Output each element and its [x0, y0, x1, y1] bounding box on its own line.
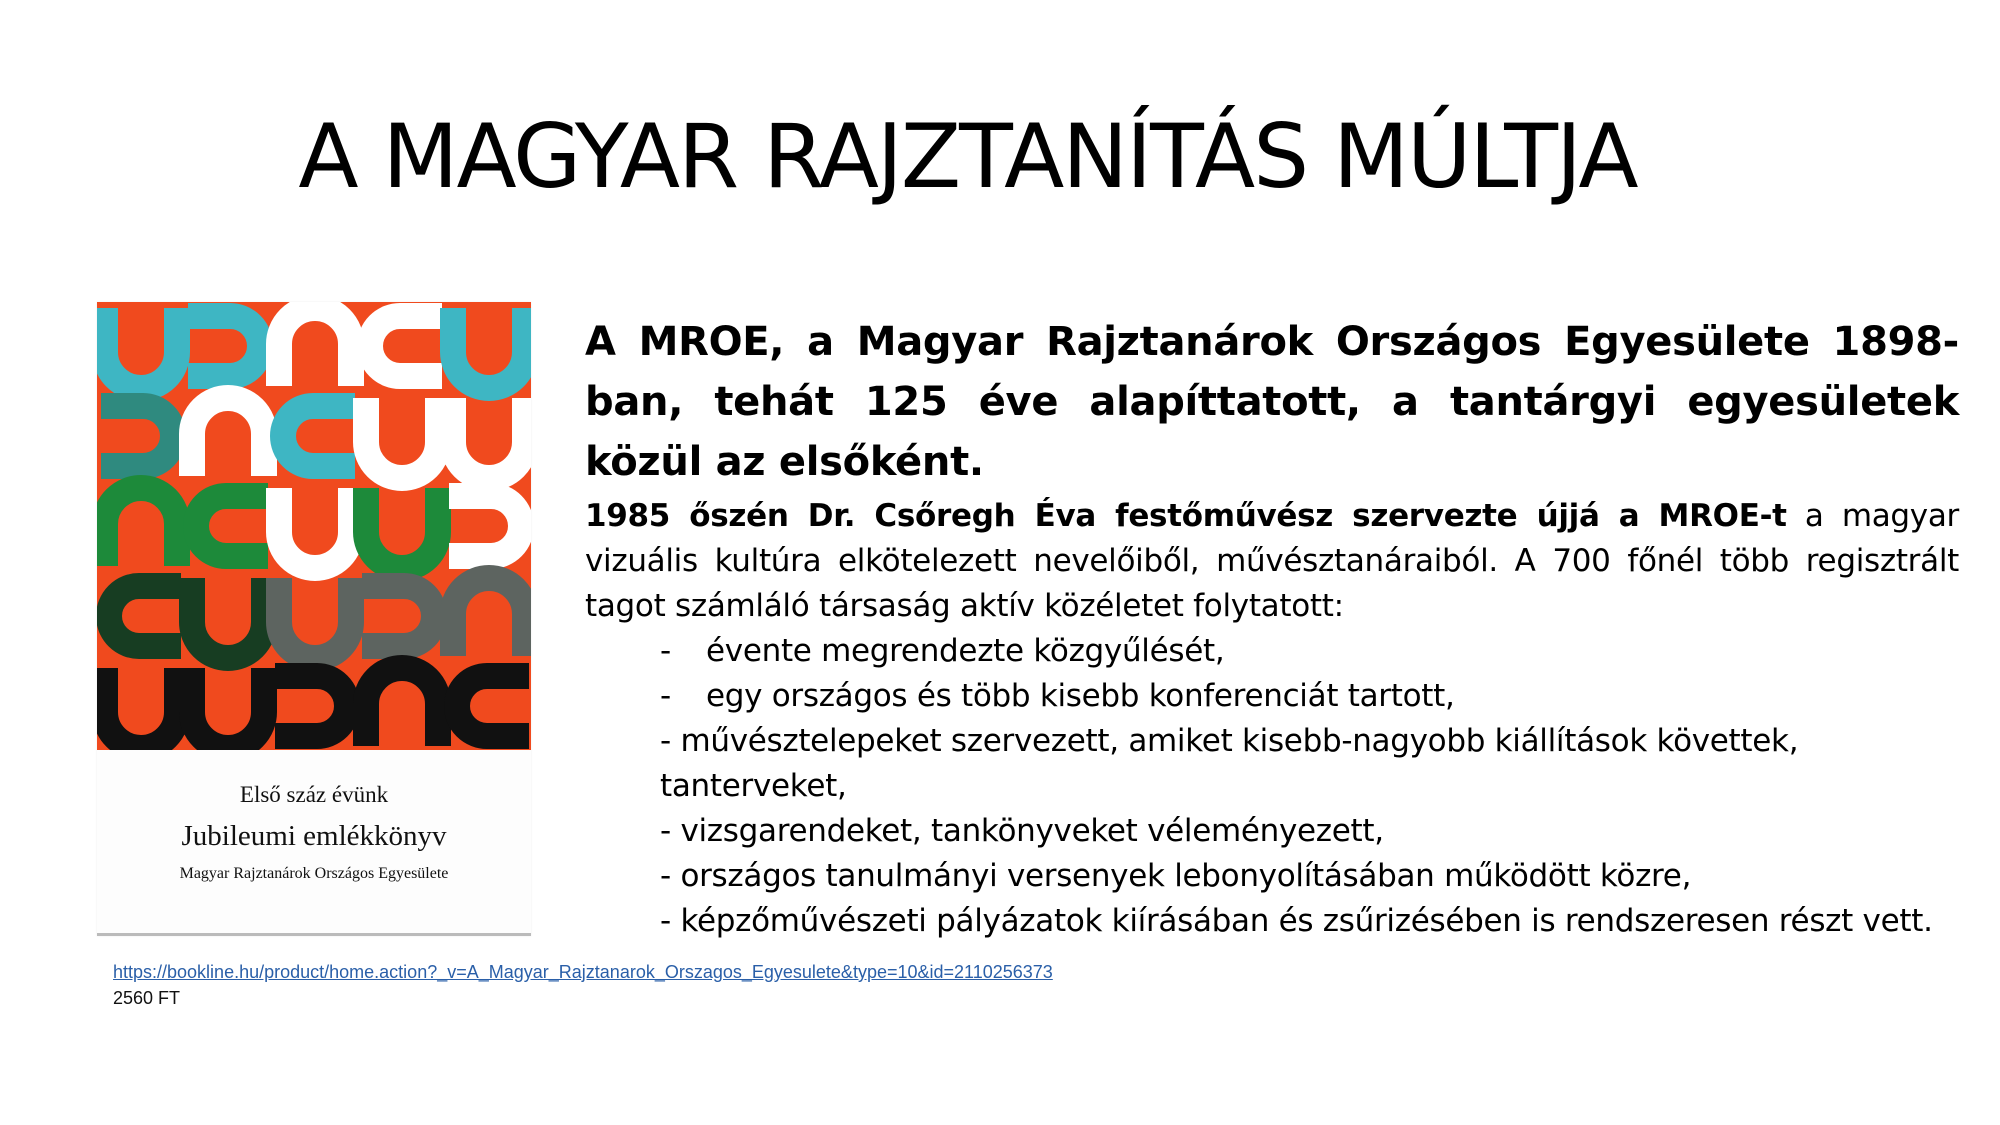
list-item-text: egy országos és több kisebb konferenciát tartott,: [706, 678, 1455, 714]
body-paragraph-bold: 1985 őszén Dr. Csőregh Éva festőművész szervezte újjá a MROE-t: [585, 498, 1787, 534]
list-dash: -: [660, 633, 671, 669]
body-paragraph-text: a magyar vizuális kultúra elkötelezett nevelőiből, művésztanáraiból. A 700 főnél több regisztrált tagot számláló társaság aktív közéletet folytatott:: [585, 498, 1959, 624]
list-item: [660, 674, 1959, 719]
book-cover-subtitle: Első száz évünk: [239, 782, 389, 807]
list-dash: -: [660, 858, 671, 894]
list-item: [660, 809, 1959, 854]
list-item: [660, 629, 1959, 674]
list-dash: -: [660, 813, 671, 849]
book-cover-edge: [97, 933, 531, 936]
source-link[interactable]: https://bookline.hu/product/home.action?_v=A_Magyar_Rajztanarok_Orszagos_Egyesulete&type=10&id=2110256373: [113, 962, 1053, 982]
slide-content: [585, 312, 1959, 944]
book-cover-pattern: [97, 302, 531, 750]
list-item-text: vizsgarendeket, tankönyveket véleményezett,: [670, 813, 1384, 849]
list-item: [660, 854, 1959, 899]
body-paragraph: [585, 494, 1959, 629]
price-text: 2560 FT: [113, 988, 181, 1008]
activity-list: [585, 629, 1959, 944]
book-cover-image: [97, 302, 531, 936]
slide-title: A MAGYAR RAJZTANÍTÁS MÚLTJA: [298, 105, 1637, 208]
list-item: [660, 899, 1959, 944]
list-item-text: művésztelepeket szervezett, amiket kisebb-nagyobb kiállítások követtek,: [670, 723, 1799, 759]
book-cover-title: Jubileumi emlékkönyv: [181, 820, 447, 852]
lead-paragraph: A MROE, a Magyar Rajztanárok Országos Egyesülete 1898-ban, tehát 125 éve alapíttatott, a tantárgyi egyesületek közül az elsőként.: [585, 319, 1959, 485]
list-dash: -: [660, 903, 671, 939]
list-item-text: képzőművészeti pályázatok kiírásában és zsűrizésében is rendszeresen részt vett.: [670, 903, 1933, 939]
list-item-text: évente megrendezte közgyűlését,: [706, 633, 1225, 669]
list-item: [660, 764, 1959, 809]
list-dash: -: [660, 723, 671, 759]
list-item: [660, 719, 1959, 764]
list-dash: -: [660, 678, 671, 714]
list-item-text: országos tanulmányi versenyek lebonyolításában működött közre,: [670, 858, 1692, 894]
list-item-text: tanterveket,: [660, 768, 847, 804]
book-cover-publisher: Magyar Rajztanárok Országos Egyesülete: [179, 865, 449, 882]
